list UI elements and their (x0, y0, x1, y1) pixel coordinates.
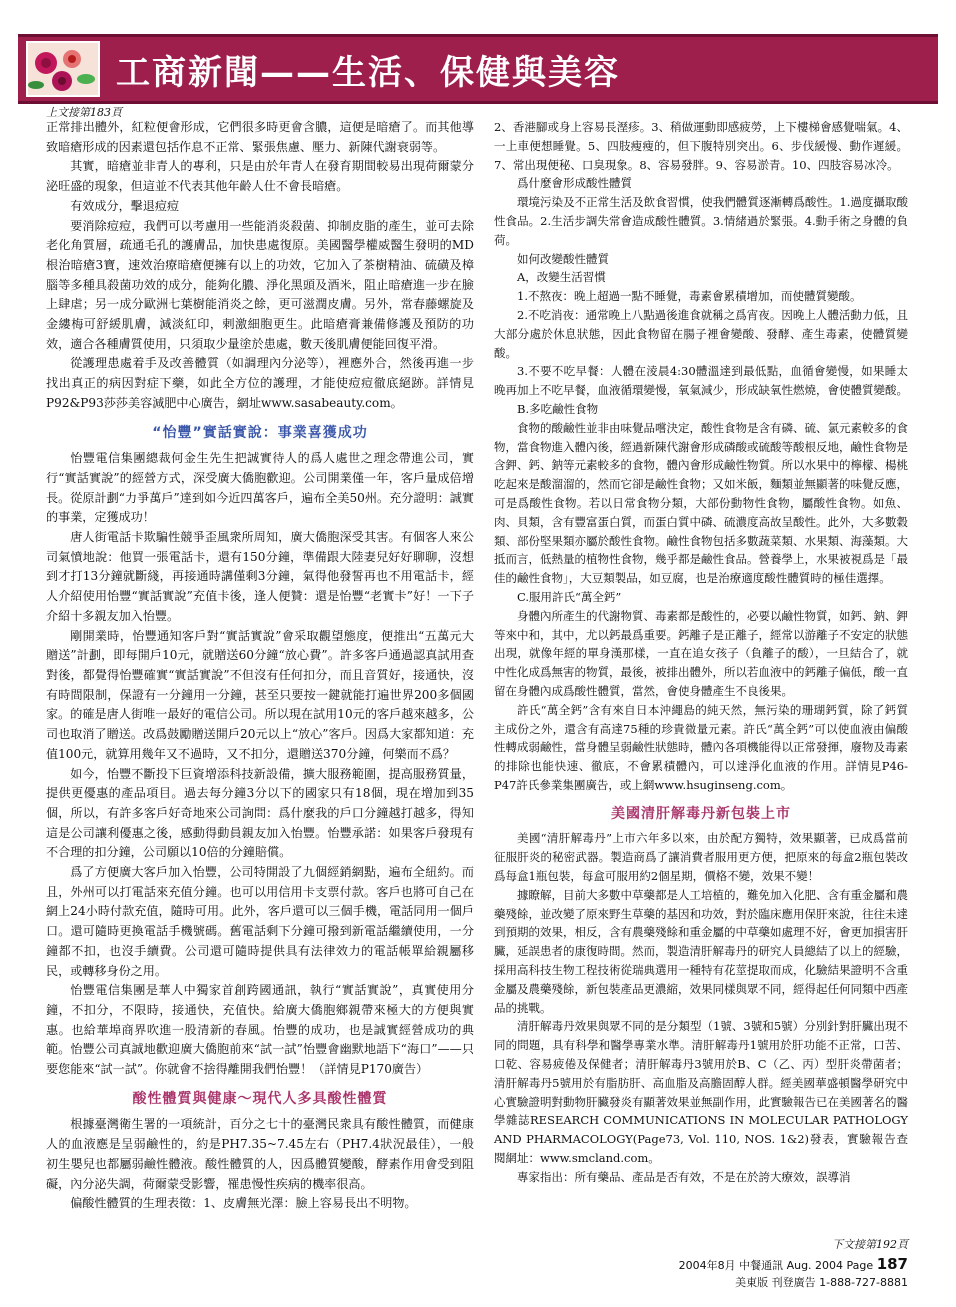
subheading: A，改變生活習慣 (517, 270, 606, 285)
paragraph: 剛開業時，怡豐通知客戶對“實話實說”會采取觀望態度，便推出“五萬元大贈送”計劃，即每開戶10元，就贈送60分鐘“放心費”。許多客戶通過認真試用查對後，都覺得怡豐確實“實話實說”不但沒有任何扣分，而且音質好，接通快，沒有時間限制，保證有一分鐘用一分鐘，甚至只要按一鍵就能打遍世界200多個國家。的確是唐人街唯一最好的電信公司。所以現在試用10元的客戶越來越多，公司也取消了贈送。改爲鼓勵贈送開戶20元以上“放心”客戶。因爲大家都知道：充值100元，就算用幾年又不過時，又不扣分，還贈送370分鐘，何樂而不爲？ (46, 628, 474, 761)
paragraph: 2、香港腳或身上容易長溼疹。3、稍做運動即感疲勞，上下樓梯會感覺喘氣。4、一上車便想睡覺。5、四肢瘦瘦的，但下腹特別突出。6、步伐緩慢、動作遲緩。7、常出現便秘、口臭現象。8、容易發胖。9、容易淤青。10、四肢容易冰冷。 (494, 120, 908, 172)
paragraph: 清肝解毒丹效果與眾不同的是分類型（1號、3號和5號）分別針對肝臟出現不同的問題，具有科學和醫學專業水準。清肝解毒丹1號用於肝功能不正常，口苦、口乾、容易疲倦及保健者；清肝解毒丹3號用於B、C（乙、丙）型肝炎帶菌者；清肝解毒丹5號用於有脂肪肝、高血脂及高膽固醇人群。經美國華盛頓醫學研究中心實驗證明對動物肝臟發炎有顯著效果並無副作用，此實驗報告已在美國著名的醫學雜誌RESEARCH COMMUNICATIONS IN MOLECULAR PATHOLOGY AND PHARMACOLOGY(Page73, Vol. 110, NOS. 1&2)發表，實驗報告查閱網址：www.smcland.com。 (494, 1019, 908, 1166)
article-heading: 酸性體質與健康～現代人多具酸性體質 (132, 1090, 388, 1107)
paragraph: 食物的酸鹼性並非由味覺品嚐決定，酸性食物是含有磷、硫、氯元素較多的食物，當食物進入體內後，經過新陳代謝會形成磷酸或硫酸等酸根反地，鹼性食物是含鉀、鈣、鈉等元素較多的食物，體內會形成鹼性物質。所以水果中的檸檬、楊桃吃起來是酸溜溜的，然而它卻是鹼性食物；又如米飯，麵類並無顯著的味覺反應，可是爲酸性食物。若以日常食物分類，大部份動物性食物，屬酸性食物。如魚、肉、貝類，含有豐富蛋白質，而蛋白質中磷、硫濃度高故呈酸性。此外，大多數穀類、部份堅果類亦屬於酸性食物。鹼性食物包括多數蔬菜類、水果類、海藻類。大抵而言，低熱量的植物性食物，幾乎都是鹼性食品。營養學上，水果被視爲是「最佳的鹼性食物」，大豆類製品，如豆腐，也是治療適度酸性體質時的極佳選擇。 (494, 420, 908, 586)
subheading: 如何改變酸性體質 (517, 251, 609, 266)
paragraph: 要消除痘痘，我們可以考慮用一些能消炎殺菌、抑制皮脂的產生，並可去除老化角質層，疏通毛孔的護膚品，加快患處復原。美國醫學權威醫生發明的MD根治暗瘡3寶，速效治療暗瘡便擁有以上的功效，它加入了茶樹精油、硫磺及樟腦等多種具殺菌功效的成分，能夠化膿、淨化黑頭及酒米，阻止暗瘡進一步在臉上肆虐；另一成分歐洲七葉樹能消炎之餘，更可滋潤皮膚。另外，常春藤螺旋及金縷梅可舒緩肌膚，減淡紅印，剌激細胞更生。此暗瘡膏兼備修護及預防的功效，適合各種膚質使用，只須取少量塗於患處，數天後肌膚便能回復平滑。 (46, 218, 474, 351)
continued-to-note: 下文接第192頁 (832, 1238, 908, 1251)
paragraph: 正常排出體外，紅粒便會形成，它們很多時更會含膿，這便是暗瘡了。而其他導致暗瘡形成的因素還包括作息不正常、緊張焦慮、壓力、新陳代謝衰弱等。 (46, 120, 474, 154)
paragraph: 其實，暗瘡並非青人的專利，只是由於年青人在發育期間較易出現荷爾蒙分泌旺盛的現象，但這並不代表其他年齡人仕不會長暗瘡。 (46, 159, 474, 194)
section-banner (18, 34, 938, 104)
paragraph: 3.不要不吃早餐：人體在淩晨4:30體溫達到最低點，血循會變慢，如果睡太晚再加上不吃早餐，血液循環變慢，氧氣減少，形成缺氧性燃燒，會使體質變酸。 (494, 364, 908, 398)
page-number: 187 (876, 1255, 908, 1273)
article-heading: “怡豐”實話實說：事業喜獲成功 (152, 424, 368, 441)
paragraph: 怡豐電信集團是華人中獨家首創跨國通訊，執行“實話實說”，真實使用分鐘，不扣分，不限時，接通快，充值快。給廣大僑胞鄉親帶來極大的方便與實惠。也給華埠商界吹進一股清新的春風。怡豐的成功，也是誠實經營成功的典範。怡豐公司真誠地歡迎廣大僑胞前來“試一試”怡豐會幽默地語下“海口”——只要您能來“試一試”。你就會不捨得離開我們怡豐！（詳情見P170廣告） (46, 983, 474, 1077)
page-footer (679, 1256, 908, 1291)
paragraph: 專家指出：所有藥品、產品是否有效，不是在於誇大療效，誤導消 (517, 1169, 851, 1184)
paragraph: 偏酸性體質的生理表徵：1、皮膚無光澤：臉上容易長出不明物。 (70, 1196, 417, 1211)
paragraph: 根據臺灣衛生署的一項統計，百分之七十的臺灣民衆具有酸性體質，而健康人的血液應是呈弱鹼性的，約是PH7.35~7.45左右（PH7.4狀況最佳），一般初生嬰兒也都屬弱鹼性體液。酸性體質的人，因爲體質變酸，酵素作用會受到阻礙，內分泌失調，荷爾蒙受影響，罹患慢性疾病的機率很高。 (46, 1117, 474, 1191)
paragraph: 據瞭解，目前大多數中草藥都是人工培植的，難免加入化肥、含有重金屬和農藥殘餘，並改變了原來野生草藥的基因和功效，對於臨床應用保肝來說，往往未達到預期的效果，相反，含有農藥殘餘和重金屬的中草藥如處理不好，會更加損害肝臟，延誤患者的康復時間。然而，製造清肝解毒丹的研究人員總結了以上的經驗，採用高科技生物工程技術從瑞典選用一種特有花莖提取而成，化驗結果證明不含重金屬及農藥殘餘，新包裝產品更濃縮，效果同樣與眾不同，經得起任何同類中西產品的挑戰。 (494, 887, 908, 1015)
paragraph: 唐人街電話卡欺騙性競爭歪風衆所周知，廣大僑胞深受其害。有個客人來公司氣憤地說：他買一張電話卡，還有150分鐘，準備跟大陸妻兒好好聊聊，沒想到才打13分鐘就斷綫，再接通時講僅剩3分鐘，氣得他發誓再也不用電話卡，經人介紹使用怡豐“實話實說”充值卡後，逢人便贊：還是怡豐“老實卡”好！一下子介紹十多親友加入怡豐。 (46, 530, 474, 623)
footer-issue: 2004年8月 中餐通訊 Aug. 2004 Page (678, 1259, 874, 1272)
subheading: C.服用許氏“萬全鈣” (517, 589, 622, 604)
subheading: B.多吃鹼性食物 (517, 401, 599, 416)
roses-photo-icon (26, 41, 100, 97)
paragraph: 從護理患處着手及改善體質（如調理內分泌等），裡應外合，然後再進一步找出真正的病因對症下藥，如此全方位的護理，才能使痘痘徹底絕跡。詳情見P92&P93莎莎美容減肥中心廣告，網址www.sasabeauty.com。 (46, 356, 474, 410)
paragraph: 爲了方便廣大客戶加入怡豐，公司特開設了九個經銷網點，遍布全紐約。而且，外州可以打電話來充值分鐘。也可以用信用卡支票付款。客戶也將可自己在網上24小時付款充值，隨時可用。此外，客戶還可以三個手機，電話同用一個戶口。還可隨時更換電話手機號碼。舊電話剩下分鐘可撥到新電話繼續使用，一分鐘都不扣，也沒手續費。公司還可隨時提供具有法律效力的電話帳單給親屬移民，或轉移身份之用。 (46, 865, 474, 978)
subheading: 有效成分，擊退痘痘 (70, 198, 180, 213)
article-heading: 美國清肝解毒丹新包裝上市 (611, 805, 791, 822)
paragraph: 身體內所產生的代謝物質、毒素都是酸性的，必要以鹼性物質，如鈣、鈉、鉀等來中和，其中，尤以鈣最爲重要。鈣離子是正離子，經常以游離子不安定的狀態出現，就像年經的單身漢那樣，一直在追女孩子（負離子的酸），一旦結合了，就中性化成爲無害的物質，最後，被排出體外，所以若血液中的鈣離子偏低，酸一直留在身體內成爲酸性體質，當然，會使身體產生不良後果。 (494, 608, 908, 698)
section-title: 工商新聞——生活、保健與美容 (116, 53, 620, 93)
paragraph: 美國“清肝解毒丹”上市六年多以來，由於配方獨特，效果顯著，已成爲當前征服肝炎的秘密武器。製造商爲了讓消費者服用更方便，把原來的每盒2瓶包裝改爲每盒1瓶包裝，每盒可服用約2個星期，價格不變，效果不變！ (494, 831, 908, 884)
paragraph: 環境污染及不正常生活及飲食習慣，使我們體質逐漸轉爲酸性。1.過度攝取酸性食品。2.生活步調失常會造成酸性體質。3.情緒過於緊張。4.動手術之身體的負荷。 (494, 195, 908, 247)
footer-contact: 美東版 刊登廣告 1-888-727-8881 (735, 1276, 908, 1289)
left-column (46, 118, 474, 1214)
subheading: 爲什麼會形成酸性體質 (517, 176, 632, 191)
paragraph: 1.不熬夜：晚上超過一點不睡覺，毒素會累積增加，而使體質變酸。 (517, 289, 862, 304)
paragraph: 2.不吃消夜：通常晚上八點過後進食就稱之爲宵夜。因晚上人體活動力低，且大部分處於休息狀態，因此食物留在腸子裡會變酸、發酵、產生毒素，使體質變酸。 (494, 307, 908, 360)
right-column (494, 118, 908, 1187)
continued-from-note: 上文接第183頁 (46, 106, 122, 119)
paragraph: 如今，怡豐不斷投下巨資增添科技新設備，擴大服務範圍，提高服務質量，提供更優惠的產品項目。過去每分鐘3分以下的國家只有18個，現在增加到35個，所以，有許多客戶好奇地來公司詢問：爲什麼我的戶口分鐘越打越多，得知這是公司讓利優惠之後，感動得動員親友加入怡豐。怡豐承諾：如果客戶發現有不合理的扣分鐘，公司願以10倍的分鐘賠償。 (46, 766, 474, 860)
paragraph: 怡豐電信集團總裁何金生先生把誠實待人的爲人處世之理念帶進公司，實行“實話實說”的經營方式，深受廣大僑胞歡迎。公司開業僅一年，客戶量成倍增長。從原計劃“力爭萬戶”達到如今近四萬客戶，遍布全美50州。充分證明：誠實的事業，定獲成功！ (46, 451, 474, 525)
paragraph: 許氏“萬全鈣”含有來自日本沖繩島的純天然，無污染的珊瑚鈣質，除了鈣質主成份之外，還含有高達75種的珍貴微量元素。許氏“萬全鈣”可以使血液由偏酸性轉成弱鹼性，當身體呈弱鹼性狀態時，體內各項機能得以正常發揮，廢物及毒素的排除也能快速、徹底，不會累積體內，可以達淨化血液的作用。詳情見P46-P47許氏參業集團廣告，或上網www.hsuginseng.com。 (494, 702, 908, 792)
